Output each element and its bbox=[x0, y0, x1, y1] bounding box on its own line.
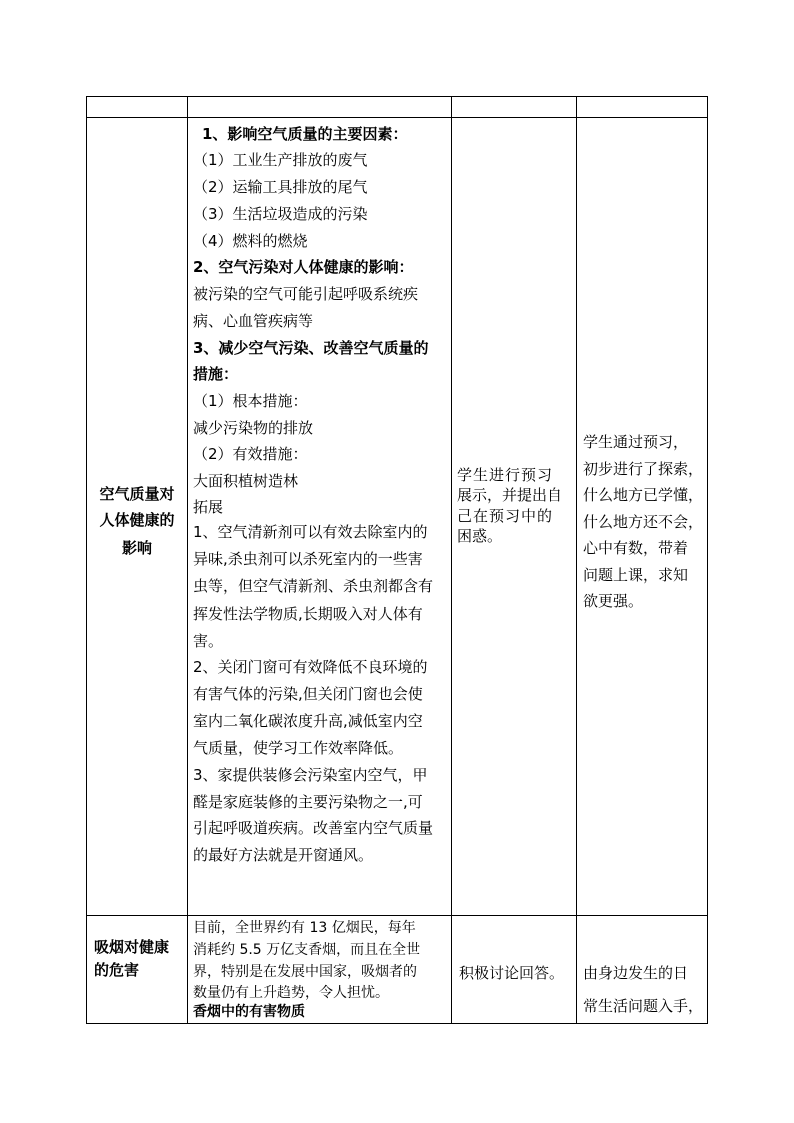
row1-topic-line: 影响 bbox=[121, 539, 152, 557]
content-line: 虫等，但空气清新剂、杀虫剂都含有 bbox=[193, 577, 434, 595]
content-line: （2）运输工具排放的尾气 bbox=[193, 178, 368, 196]
activity-line: 困惑。 bbox=[457, 527, 503, 545]
content-line: 被污染的空气可能引起呼吸系统疾 bbox=[193, 285, 419, 303]
activity-line: 学生进行预习 bbox=[457, 466, 554, 484]
content-line: 香烟中的有害物质 bbox=[193, 1004, 305, 1020]
content-line: 1、影响空气质量的主要因素： bbox=[202, 125, 408, 143]
activity-line: 展示，并提出自 bbox=[457, 486, 563, 504]
content-line: 2、空气污染对人体健康的影响： bbox=[193, 258, 414, 276]
row2-topic-line: 吸烟对健康 bbox=[94, 938, 170, 956]
table-border-left bbox=[86, 96, 87, 1024]
content-line: 措施： bbox=[193, 365, 239, 383]
content-line: 气质量，使学习工作效率降低。 bbox=[193, 739, 404, 757]
content-line: 病、心血管疾病等 bbox=[193, 312, 314, 330]
row1-topic-line: 空气质量对 bbox=[99, 485, 175, 503]
content-line: （2）有效措施： bbox=[193, 445, 308, 463]
content-line: 害。 bbox=[193, 632, 224, 650]
table-border-header bbox=[86, 117, 708, 118]
content-line: 界，特别是在发展中国家，吸烟者的 bbox=[193, 964, 417, 980]
intent-line: 什么地方已学懂， bbox=[583, 486, 704, 504]
content-line: 目前，全世界约有 13 亿烟民，每年 bbox=[193, 920, 416, 936]
content-line: 数量仍有上升趋势，令人担忧。 bbox=[193, 985, 389, 1001]
table-border-col2 bbox=[451, 96, 452, 1024]
intent-line: 初步进行了探索， bbox=[583, 460, 704, 478]
activity-line: 积极讨论回答。 bbox=[459, 964, 565, 982]
table-border-col1 bbox=[187, 96, 188, 1024]
content-line: （1）工业生产排放的废气 bbox=[193, 151, 368, 169]
header-cell-4 bbox=[577, 97, 707, 117]
intent-line: 由身边发生的日 bbox=[583, 964, 689, 982]
content-line: 室内二氧化碳浓度升高,减低室内空 bbox=[193, 712, 423, 730]
content-line: 大面积植树造林 bbox=[193, 472, 299, 490]
intent-line: 心中有数，带着 bbox=[583, 539, 689, 557]
row1-topic-line: 人体健康的 bbox=[99, 511, 175, 529]
content-line: 减少污染物的排放 bbox=[193, 419, 314, 437]
content-line: 拓展 bbox=[193, 498, 224, 516]
content-line: 2、关闭门窗可有效降低不良环境的 bbox=[193, 658, 428, 676]
content-line: 消耗约 5.5 万亿支香烟，而且在全世 bbox=[193, 942, 421, 958]
intent-line: 学生通过预习， bbox=[583, 433, 689, 451]
content-line: 醛是家庭装修的主要污染物之一,可 bbox=[193, 793, 423, 811]
table-border-right bbox=[707, 96, 708, 1024]
content-line: 3、减少空气污染、改善空气质量的 bbox=[193, 339, 429, 357]
row2-topic-line: 的危害 bbox=[94, 961, 140, 979]
intent-line: 问题上课，求知 bbox=[583, 566, 689, 584]
intent-line: 常生活问题入手， bbox=[583, 997, 704, 1015]
content-line: 的最好方法就是开窗通风。 bbox=[193, 846, 374, 864]
content-line: 引起呼吸道疾病。改善室内空气质量 bbox=[193, 819, 434, 837]
content-line: 有害气体的污染,但关闭门窗也会使 bbox=[193, 685, 423, 703]
content-line: 异味,杀虫剂可以杀死室内的一些害 bbox=[193, 550, 423, 568]
activity-line: 己在预习中的 bbox=[457, 507, 554, 525]
content-line: （3）生活垃圾造成的污染 bbox=[193, 205, 368, 223]
content-line: 挥发性法学物质,长期吸入对人体有 bbox=[193, 605, 423, 623]
table-border-col3 bbox=[576, 96, 577, 1024]
content-line: 3、家提供装修会污染室内空气，甲 bbox=[193, 766, 428, 784]
content-line: （4）燃料的燃烧 bbox=[193, 232, 308, 250]
content-line: （1）根本措施： bbox=[193, 392, 308, 410]
table-border-bottom bbox=[86, 1023, 708, 1024]
header-cell-1 bbox=[87, 97, 187, 117]
intent-line: 什么地方还不会， bbox=[583, 513, 704, 531]
intent-line: 欲更强。 bbox=[583, 592, 644, 610]
header-cell-3 bbox=[452, 97, 576, 117]
header-cell-2 bbox=[188, 97, 451, 117]
table-border-row1 bbox=[86, 915, 708, 916]
content-line: 1、空气清新剂可以有效去除室内的 bbox=[193, 523, 428, 541]
